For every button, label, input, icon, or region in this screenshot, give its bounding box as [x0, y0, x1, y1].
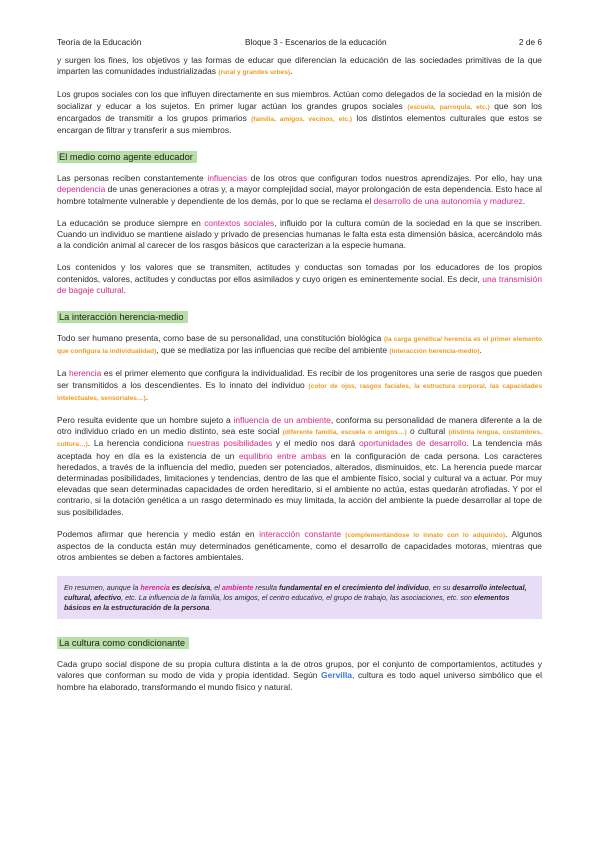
paragraph: La herencia es el primer elemento que configura la individualidad. Es recibir de los progenitores una serie de rasgos que pueden ser transmitidos a los descendientes. Es lo innato del individuo (color de ojos, rasgos faciales, la estructura corporal, las capacidades intelectuales, sensoriales…). [57, 368, 543, 402]
summary-text: En resumen, aunque la herencia es decisiva, el ambiente resulta fundamental en el crecimiento del individuo, en su desarrollo intelectual, cultural, afectivo, etc. La influencia de la familia, los amigos, el centro educativo, el grupo de trabajo, las asociaciones, etc. son elementos básicos en la estructuración de la persona. [64, 582, 527, 612]
annotation-note: (distinta lengua, costumbres, cultura…) [57, 429, 542, 449]
key-term: herencia [140, 582, 170, 592]
key-term: desarrollo de una autonomía y madurez [373, 195, 523, 206]
paragraph: Pero resulta evidente que un hombre sujeto a influencia de un ambiente, conforma su personalidad de manera diferente a la de otro individuo criado en un medio distinto, sea este social (diferente familia, escuela o amigos…) o cultural (distinta lengua, costumbres, cultura…). La herencia condiciona nuestras posibilidades y el medio nos dará oportunidades de desarrollo. La tendencia más aceptada hoy en día es la existencia de un equilibrio entre ambas en la configuración de cada persona. Los caracteres heredados, a través de la influencia del medio, pueden ser potenciados, alterados, disminuidos, etc. La herencia puede marcar determinadas posibilidades, limitaciones y tendencias, dentro de las que el ambiente físico, social y cultural va a actuar. Por muy elevadas que sean determinadas capacidades de orden hereditario, si el ambiente no actúa, estas quedarán atrofiadas. Y por el contrario, si la dotación genética a un rasgo determinado es muy limitada, la acción del ambiente la puede desarrollar al tope de sus posibilidades. [57, 415, 542, 517]
key-term: interacción constante [259, 528, 342, 539]
key-term: influencia de un ambiente [233, 415, 331, 426]
annotation-note: (interacción herencia-medio) [389, 348, 480, 356]
annotation-note: (rural y grandes urbes) [218, 69, 291, 77]
header-course-title: Teoría de la Educación [57, 37, 142, 47]
annotation-note: (la carga genética/ herencia es el primer elemento que configura la individualidad) [57, 336, 542, 356]
key-term: nuestras posibilidades [187, 438, 273, 449]
paragraph: La educación se produce siempre en contextos sociales, influido por la cultura común de la sociedad en la que se inscriben. Cuando un individuo se mantiene aislado y privado de presencias humanas le falta esta esta dimensión básica, acercándolo más a la condición animal al carecer de los rasgos básicos que caracterizan a la especie humana. [57, 217, 543, 251]
header-page-number: 2 de 6 [518, 37, 542, 47]
annotation-note: (escuela, parroquia, etc.) [407, 103, 490, 111]
document-body [57, 55, 542, 704]
section-heading: La cultura como condicionante [57, 637, 189, 649]
summary-box [57, 576, 542, 620]
key-term: oportunidades de desarrollo [359, 438, 467, 449]
key-term: ambiente [221, 582, 254, 592]
key-term: equilibrio entre ambas [238, 450, 327, 461]
header-block-title: Bloque 3 - Escenarios de la educación [245, 37, 387, 47]
paragraph: y surgen los fines, los objetivos y las formas de educar que diferencian la educación de las sociedades primitivas de la que imparten las comunidades industrializadas (rural y grandes urbes). [57, 55, 542, 77]
paragraph: Los grupos sociales con los que influyen directamente en sus miembros. Actúan como delegados de la sociedad en la misión de socializar y educar a los sujetos. En primer lugar actúan los grandes grupos sociales (escuela, parroquia, etc.) que son los encargados de transmitir a los grupos primarios (familia, amigos, vecinos, etc.) los distintos elementos culturales que estos se encargan de filtrar y transferir a sus miembros. [57, 89, 542, 136]
key-term: una transmisión de bagaje cultural [57, 273, 543, 295]
key-term: dependencia [57, 184, 106, 195]
key-term: herencia [68, 368, 102, 379]
paragraph: Las personas reciben constantemente influencias de los otros que configuran todos nuestros aprendizajes. Por ello, hay una dependencia de unas generaciones a otras y, a mayor complejidad social, mayor prolongación de esta dependencia. Esto hace al hombre totalmente vulnerable y dependiente de los demás, por lo que se reclama el desarrollo de una autonomía y madurez. [57, 173, 542, 206]
section-heading: El medio como agente educador [57, 151, 197, 163]
section-heading: La interacción herencia-medio [57, 311, 188, 323]
annotation-note: (familia, amigos, vecinos, etc.) [251, 115, 353, 123]
paragraph: Cada grupo social dispone de su propia cultura distinta a la de otros grupos, por el conjunto de comportamientos, actitudes y valores que conforman su modo de vida y propia identidad. Según Gervilla, cultura es todo aquel universo simbólico que el hombre ha elaborado, transformando el mundo físico y natural. [57, 659, 542, 692]
paragraph: Todo ser humano presenta, como base de su personalidad, una constitución biológica (la carga genética/ herencia es el primer elemento que configura la individualidad), que se mediatiza por las influencias que recibe del ambiente (interacción herencia-medio). [57, 333, 542, 356]
paragraph: Podemos afirmar que herencia y medio están en interacción constante (complementándose lo innato con lo adquirido). Algunos aspectos de la conducta están muy determinados genéticamente, como el desarrollo de capacidades motoras, mientras que otros ambientes se deben a factores ambientales. [57, 528, 542, 563]
key-term: contextos sociales [204, 217, 275, 228]
author-name: Gervilla [321, 670, 353, 681]
annotation-note: (complementándose lo innato con lo adquirido) [341, 531, 506, 539]
paragraph: Los contenidos y los valores que se transmiten, actitudes y conductas son tomadas por los educadores de los propios contenidos, valores, actitudes y conductas por ellos asimilados y cuyo origen es eminentemente social. Es decir, una transmisión de bagaje cultural. [57, 262, 543, 295]
annotation-note: (color de ojos, rasgos faciales, la estructura corporal, las capacidades intelectuales, sensoriales…) [57, 382, 542, 402]
page-header [57, 37, 542, 49]
annotation-note: (diferente familia, escuela o amigos…) [282, 429, 407, 437]
key-term: influencias [207, 173, 248, 184]
